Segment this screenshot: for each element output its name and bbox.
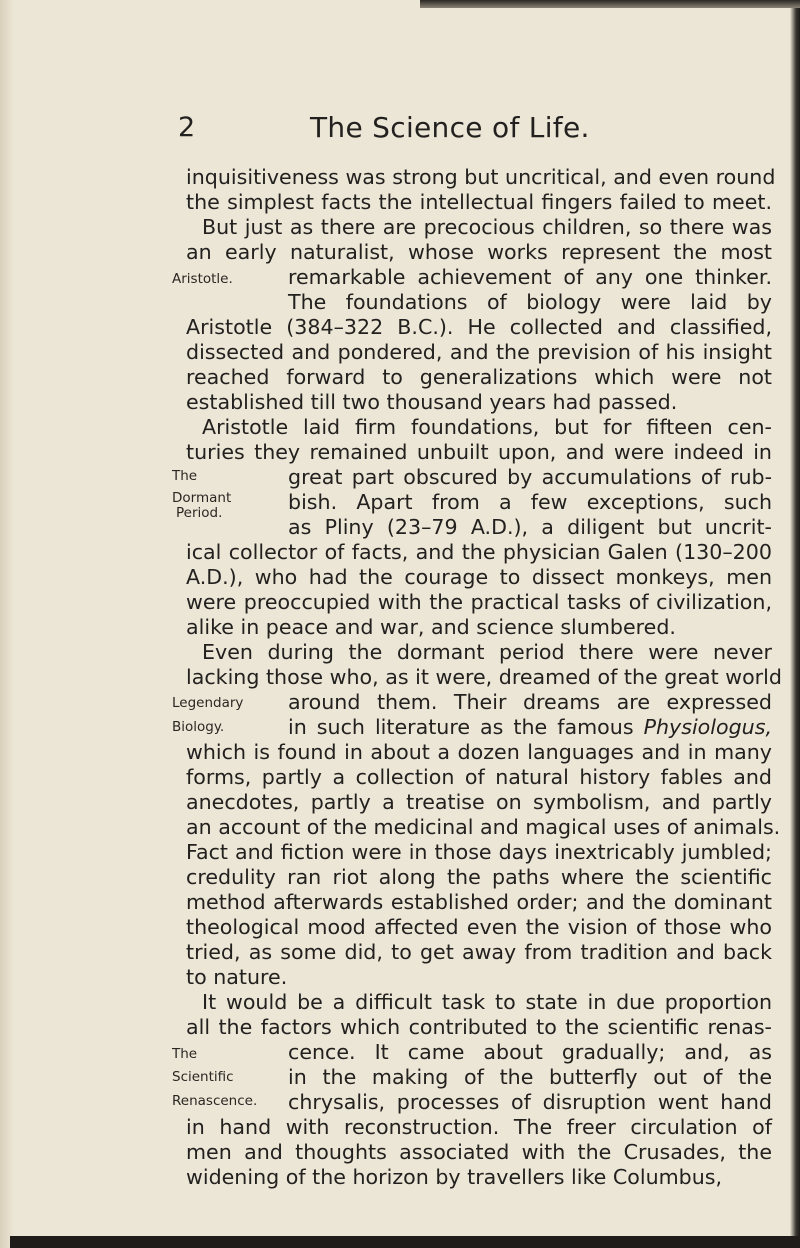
sidenote-dormant-2: Dormant [172, 490, 232, 506]
text-line: widening of the horizon by travellers like Columbus, [186, 1165, 723, 1189]
sidenote-aristotle: Aristotle. [172, 271, 233, 287]
text-line: Even during the dormant period there were never [202, 640, 772, 664]
text-line: established till two thousand years had passed. [186, 390, 678, 414]
text-line: in the making of the butterfly out of the [288, 1065, 772, 1089]
text-line: It would be a difficult task to state in due proportion [202, 990, 772, 1014]
text-line: But just as there are precocious children, so there was [202, 215, 772, 239]
text-line: turies they remained unbuilt upon, and were indeed in [186, 440, 772, 464]
text-line: lacking those who, as it were, dreamed of the great world [186, 665, 782, 689]
text-line: men and thoughts associated with the Crusades, the [186, 1140, 772, 1164]
text-line: as Pliny (23–79 A.D.), a diligent but uncrit- [288, 515, 772, 539]
sidenote-renascence-1: The [172, 1046, 198, 1062]
text-line: Fact and fiction were in those days inextricably jumbled; [186, 840, 772, 864]
text-line: were preoccupied with the practical tasks of civilization, [186, 590, 772, 614]
text-line: chrysalis, processes of disruption went hand [288, 1090, 772, 1114]
text-line: tried, as some did, to get away from tradition and back [186, 940, 772, 964]
text-line: Aristotle (384–322 B.C.). He collected and classified, [186, 315, 772, 339]
text-line: which is found in about a dozen languages and in many [186, 740, 772, 764]
page-title: The Science of Life. [310, 111, 590, 144]
text-line: in such literature as the famous [288, 715, 634, 739]
text-line: dissected and pondered, and the prevision of his insight [186, 340, 772, 364]
text-line: method afterwards established order; and the dominant [186, 890, 772, 914]
text-line: ical collector of facts, and the physician Galen (130–200 [186, 540, 772, 564]
page-right-edge [790, 0, 800, 1248]
text-line: an account of the medicinal and magical uses of animals. [186, 815, 781, 839]
text-line: around them. Their dreams are expressed [288, 690, 772, 714]
sidenote-dormant-1: The [172, 468, 198, 484]
text-line: Aristotle laid firm foundations, but for fifteen cen- [202, 415, 772, 439]
text-line: in hand with reconstruction. The freer circulation of [186, 1115, 772, 1139]
italic-title: Physiologus, [643, 715, 772, 739]
sidenote-legendary-1: Legendary [172, 695, 244, 711]
text-line: A.D.), who had the courage to dissect monkeys, men [186, 565, 772, 589]
text-line: the simplest facts the intellectual fingers failed to meet. [186, 190, 772, 214]
text-line: inquisitiveness was strong but uncritical, and even round [186, 165, 776, 189]
text-line: The foundations of biology were laid by [288, 290, 772, 314]
sidenote-renascence-3: Renascence. [172, 1093, 258, 1109]
text-line: bish. Apart from a few exceptions, such [288, 490, 772, 514]
scan-top-border [420, 0, 800, 8]
sidenote-dormant-3: Period. [176, 505, 223, 521]
text-line: anecdotes, partly a treatise on symbolism, and partly [186, 790, 772, 814]
scan-bottom-border [10, 1236, 800, 1248]
text-line: remarkable achievement of any one thinker. [288, 265, 772, 289]
text-line: an early naturalist, whose works represent the most [186, 240, 772, 264]
page-left-edge [0, 0, 14, 1248]
page-number: 2 [178, 112, 196, 143]
text-line: great part obscured by accumulations of rub- [288, 465, 772, 489]
text-line: credulity ran riot along the paths where the scientific [186, 865, 772, 889]
sidenote-renascence-2: Scientific [172, 1069, 234, 1085]
text-line: alike in peace and war, and science slumbered. [186, 615, 676, 639]
text-line: to nature. [186, 965, 288, 989]
text-line: all the factors which contributed to the scientific renas- [186, 1015, 772, 1039]
sidenote-legendary-2: Biology. [172, 719, 225, 735]
text-line: reached forward to generalizations which were not [186, 365, 772, 389]
text-line: cence. It came about gradually; and, as [288, 1040, 772, 1064]
text-line: forms, partly a collection of natural history fables and [186, 765, 772, 789]
running-head [0, 108, 800, 148]
text-line-with-title [288, 715, 772, 740]
text-line: theological mood affected even the vision of those who [186, 915, 772, 939]
